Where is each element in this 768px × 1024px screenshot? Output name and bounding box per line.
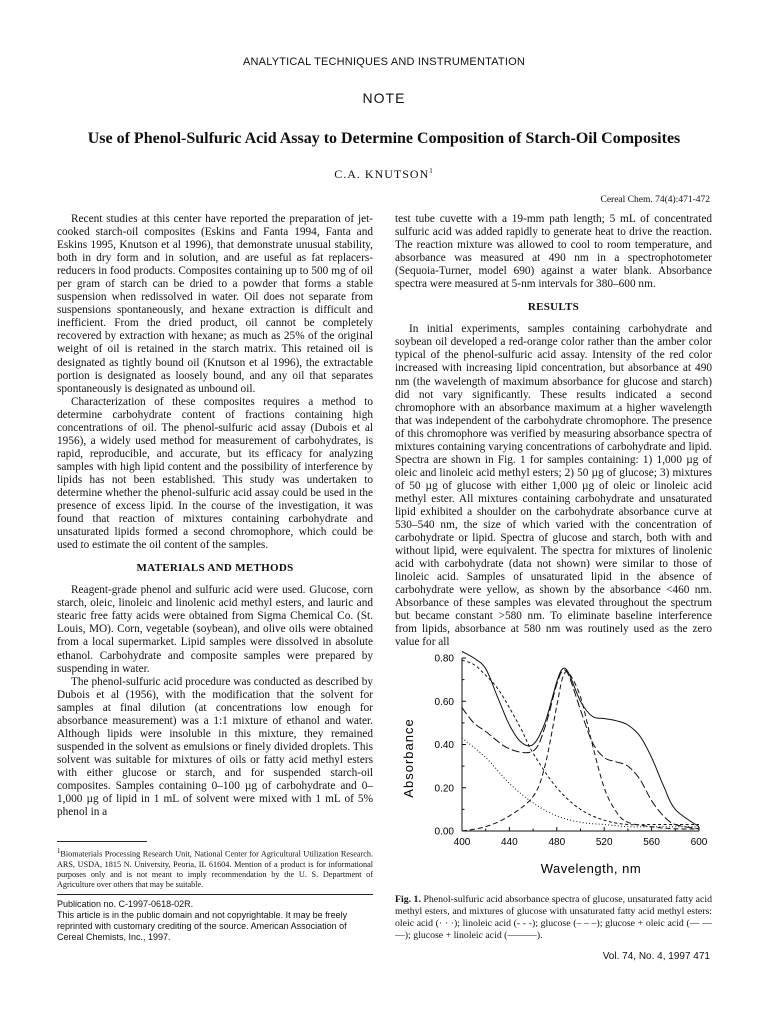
series-line-oleic-acid — [462, 738, 699, 827]
caption-label: Fig. 1. — [395, 894, 421, 905]
materials-methods-heading: MATERIALS AND METHODS — [136, 562, 294, 575]
footnote-text: Biomaterials Processing Research Unit, National Center for Agricultural Utilization Research. ARS, USDA, 1815 N. University, Peoria, IL 61604. Mention of a product is for informational purposes only and is not meant to imply recommendation by the U. S. Department of Agriculture over others that may be suitable. — [57, 849, 373, 889]
caption-text: Phenol-sulfuric acid absorbance spectra of glucose, unsaturated fatty acid methyl esters, and mixtures of glucose with unsaturated fatty acid methyl esters: oleic acid (· · ·); linoleic acid (- - -); glucose (– – –); glucose + oleic acid (— — —); glucose + linoleic acid (———). — [395, 894, 712, 941]
y-tick-label: 0.00 — [434, 826, 454, 838]
footnote-rule — [57, 841, 147, 842]
left-column — [57, 213, 373, 819]
methods-paragraph-3: test tube cuvette with a 19-mm path length; 5 mL of concentrated sulfuric acid was added rapidly to generate heat to drive the reaction. The reaction mixture was allowed to cool to room temperature, and absorbance was measured at 490 nm in a spectrophotometer (Sequoia-Turner, model 690) against a water blank. Absorbance spectra were measured at 5-nm intervals for 380–600 nm. — [395, 213, 712, 291]
publication-info — [57, 899, 373, 943]
copyright-notice: This article is in the public domain and not copyrightable. It may be freely reprinted with customary crediting of the source. American Association of Cereal Chemists, Inc., 1997. — [57, 910, 348, 942]
article-type: NOTE — [362, 90, 406, 106]
x-tick-label: 440 — [501, 837, 518, 848]
y-tick-label: 0.80 — [434, 653, 454, 665]
citation: Cereal Chem. 74(4):471-472 — [600, 195, 710, 205]
pubinfo-rule — [57, 894, 373, 895]
results-heading: RESULTS — [527, 301, 580, 314]
x-tick-label: 480 — [548, 837, 566, 848]
intro-paragraph-2: Characterization of these composites requires a method to determine carbohydrate content of fractions containing high concentrations of oil. The phenol-sulfuric acid assay (Dubois et al 1956), a widely used method for measurement of carbohydrates, is rapid, reproducible, and accurate, but its efficacy for analyzing samples with high lipid content and the possibility of interference by lipids has not been established. This study was undertaken to determine whether the phenol-sulfuric acid assay could be used in the presence of excess lipid. In the course of the investigation, it was found that reaction of mixtures containing carbohydrate and unsaturated lipids formed a second chromophore, which could be used to estimate the oil content of the samples. — [57, 395, 373, 552]
journal-section-heading: ANALYTICAL TECHNIQUES AND INSTRUMENTATION — [242, 56, 525, 68]
figure-1-chart — [395, 648, 715, 880]
affiliation-footnote — [57, 847, 373, 890]
x-tick-label: 400 — [453, 837, 471, 848]
page-folio: Vol. 74, No. 4, 1997 471 — [602, 951, 710, 962]
article-title: Use of Phenol-Sulfuric Acid Assay to Determine Composition of Starch-Oil Composites — [87, 130, 681, 147]
publication-number: Publication no. C-1997-0618-02R. — [57, 899, 194, 909]
methods-paragraph-2: The phenol-sulfuric acid procedure was conducted as described by Dubois et al (1956), with the modification that the solvent for samples at final dilution (at concentrations low enough for absorbance measurement) was a 1:1 mixture of ethanol and water. Although lipids were insoluble in this mixture, they remained suspended in the solvent as emulsions or finely divided droplets. This solvent was suitable for mixtures of oils or fatty acid methyl esters with either glucose or starch, and for suspended starch-oil composites. Samples containing 0–100 µg of carbohydrate and 0–1,000 µg of lipid in 1 mL of solvent were mixed with 1 mL of 5% phenol in a — [57, 675, 373, 819]
y-tick-label: 0.20 — [434, 783, 454, 795]
author-line — [0, 167, 768, 182]
y-tick-label: 0.60 — [434, 696, 454, 708]
author-footnote-marker: 1 — [429, 167, 434, 175]
x-tick-label: 560 — [643, 837, 660, 848]
x-axis-label: Wavelength, nm — [540, 861, 642, 876]
figure-caption — [395, 894, 712, 942]
x-tick-label: 600 — [690, 837, 708, 848]
series-line-linoleic-acid — [462, 660, 699, 825]
x-tick-label: 520 — [595, 837, 613, 848]
series-line-glucose — [462, 672, 699, 831]
y-axis-label: Absorbance — [401, 718, 416, 798]
author-name: C.A. KNUTSON — [334, 167, 430, 181]
intro-paragraph-1: Recent studies at this center have reported the preparation of jet-cooked starch-oil composites (Eskins and Fanta 1994, Fanta and Eskins 1995, Knutson et al 1996), that demonstrate unusual stability, both in dry form and in solution, and are useful as fat replacers-reducers in food products. Composites containing up to 500 mg of oil per gram of starch can be dried to a powder that forms a stable suspension when redissolved in water. Oil does not separate from suspensions spontaneously, and hexane extraction is difficult and inefficient. From the dried product, oil cannot be completely recovered by extraction with hexane; as much as 25% of the original weight of oil is retained in the starch matrix. This retained oil is designated as tightly bound oil (Knutson et al 1996), the extractable portion is designated as loosely bound, and any oil that separates spontaneously is designated as unbound oil. — [57, 213, 373, 395]
footnote-marker: 1 — [57, 848, 61, 855]
series-line-glucose-oleic-acid — [462, 670, 699, 829]
y-tick-label: 0.40 — [434, 740, 454, 751]
right-column — [395, 213, 712, 650]
results-paragraph-1: In initial experiments, samples containing carbohydrate and soybean oil developed a red-orange color rather than the amber color typical of the phenol-sulfuric acid assay. Intensity of the red color increased with increasing lipid concentration, but absorbance at 490 nm (the wavelength of maximum absorbance for glucose and starch) did not vary significantly. These results indicated a second chromophore with an absorbance maximum at a higher wavelength that was independent of the carbohydrate chromophore. The presence of this chromophore was verified by measuring absorbance spectra of mixtures containing varying concentrations of carbohydrate and lipid. Spectra are shown in Fig. 1 for samples containing: 1) 1,000 µg of oleic and linoleic acid methyl esters; 2) 50 µg of glucose; 3) mixtures of 50 µg of glucose with either 1,000 µg of oleic or linoleic acid methyl ester. All mixtures containing carbohydrate and unsaturated lipid exhibited a shoulder on the carbohydrate absorbance curve at 530–540 nm, the size of which varied with the concentration of carbohydrate or lipid. Spectra of glucose and starch, both with and without lipid, were equivalent. The spectra for mixtures of linolenic acid with carbohydrate (data not shown) were similar to those of linoleic acid. Samples of unsaturated lipid in the absence of carbohydrate were yellow, as shown by the absorbance <460 nm. Absorbance of these samples was elevated throughout the spectrum but became constant >580 nm. To eliminate baseline interference from lipids, absorbance at 580 nm was routinely used as the zero value for all — [395, 323, 712, 649]
methods-paragraph-1: Reagent-grade phenol and sulfuric acid were used. Glucose, corn starch, oleic, linoleic and linolenic acid methyl esters, and lauric and stearic free fatty acids were obtained from Sigma Chemical Co. (St. Louis, MO). Corn, vegetable (soybean), and olive oils were obtained from a local supermarket. Lipid samples were dissolved in absolute ethanol. Carbohydrate and composite samples were prepared by suspending in water. — [57, 584, 373, 675]
series-line-glucose-linoleic-acid — [462, 652, 699, 827]
chart-series — [462, 652, 699, 832]
